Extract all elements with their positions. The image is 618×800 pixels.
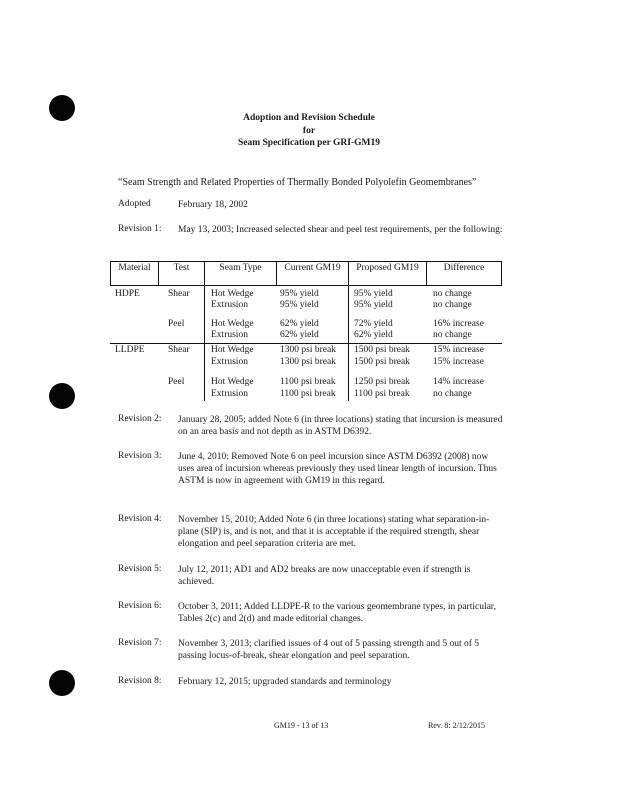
page-title: Adoption and Revision Schedule [243,113,375,123]
proposed-value: 72% yield [354,319,393,329]
hole-punch-mark [49,670,75,696]
test-shear: Shear [168,289,190,299]
document-subtitle: “Seam Strength and Related Properties of Thermally Bonded Polyolefin Geomembranes” [118,177,477,188]
test-peel: Peel [168,319,185,329]
proposed-value: 95% yield [354,300,393,310]
seam-type: Extrusion [211,300,248,310]
difference-value: no change [433,389,472,399]
proposed-value: 1100 psi break [354,389,410,399]
page-subtitle-spec: Seam Specification per GRI-GM19 [237,138,381,148]
current-value: 95% yield [280,289,319,299]
revision-2-label: Revision 2: [118,414,162,424]
header-material: Material [118,263,151,273]
revision-7-label: Revision 7: [118,638,162,648]
header-proposed: Proposed GM19 [356,263,419,273]
revision-table [110,261,502,401]
current-value: 1100 psi break [280,377,336,387]
seam-type: Hot Wedge [211,319,254,329]
difference-value: 15% increase [433,357,484,367]
difference-value: 14% increase [433,377,484,387]
adopted-label: Adopted [118,199,151,209]
hole-punch-mark [49,383,75,409]
revision-footer: Rev. 8: 2/12/2015 [428,721,486,730]
revision-8-label: Revision 8: [118,676,162,686]
header-current: Current GM19 [284,263,341,273]
header-difference: Difference [443,263,485,273]
material-lldpe: LLDPE [115,345,145,355]
revision-3-label: Revision 3: [118,451,162,461]
revision-7-text: November 3, 2013; clarified issues of 4 out of 5 passing strength and 5 out of 5 passing locus-of-break, shear elongation and peel separation. [178,639,480,661]
difference-value: no change [433,289,472,299]
adopted-date: February 18, 2002 [178,200,248,210]
difference-value: 16% increase [433,319,484,329]
test-shear: Shear [168,345,190,355]
revision-5-text: July 12, 2011; AD1 and AD2 breaks are now unacceptable even if strength is achieved. [178,565,471,587]
proposed-value: 95% yield [354,289,393,299]
current-value: 95% yield [280,300,319,310]
revision-3-text: June 4, 2010; Removed Note 6 on peel incursion since ASTM D6392 (2008) now uses area of incursion whereas previously they used linear length of incursion. Thus ASTM is now in agreement with GM19 in this regard. [178,452,497,486]
material-hdpe: HDPE [115,289,140,299]
seam-type: Extrusion [211,389,248,399]
difference-value: 15% increase [433,345,484,355]
revision-2-text: January 28, 2005; added Note 6 (in three locations) stating that incursion is measured on an area basis and not depth as in ASTM D6392. [178,415,503,437]
revision-4-label: Revision 4: [118,514,162,524]
seam-type: Hot Wedge [211,345,254,355]
current-value: 1300 psi break [280,345,336,355]
seam-type: Hot Wedge [211,377,254,387]
current-value: 62% yield [280,330,319,340]
proposed-value: 1250 psi break [354,377,410,387]
seam-type: Extrusion [211,357,248,367]
current-value: 62% yield [280,319,319,329]
proposed-value: 62% yield [354,330,393,340]
revision-6-label: Revision 6: [118,601,162,611]
test-peel: Peel [168,377,185,387]
revision-5-label: Revision 5: [118,564,162,574]
revision-4-text: November 15, 2010; Added Note 6 (in three locations) stating what separation-in-plane (SIP) is, and is not, and that it is acceptable if the required strength, shear elongation and peel separation criteria are met. [178,515,490,549]
revision-1-text: May 13, 2003; Increased selected shear and peel test requirements, per the following: [178,225,503,235]
seam-type: Hot Wedge [211,289,254,299]
difference-value: no change [433,300,472,310]
header-seam-type: Seam Type [219,263,262,273]
header-test: Test [173,263,190,273]
seam-type: Extrusion [211,330,248,340]
proposed-value: 1500 psi break [354,345,410,355]
proposed-value: 1500 psi break [354,357,410,367]
page-number: GM19 - 13 of 13 [274,721,329,730]
current-value: 1100 psi break [280,389,336,399]
revision-6-text: October 3, 2011; Added LLDPE-R to the various geomembrane types, in particular, Tables 2(c) and 2(d) and made editorial changes. [178,602,496,624]
revision-8-text: February 12, 2015; upgraded standards and terminology [178,677,392,687]
revision-1-label: Revision 1: [118,224,162,234]
current-value: 1300 psi break [280,357,336,367]
difference-value: no change [433,330,472,340]
page-title-connector: for [302,126,316,136]
